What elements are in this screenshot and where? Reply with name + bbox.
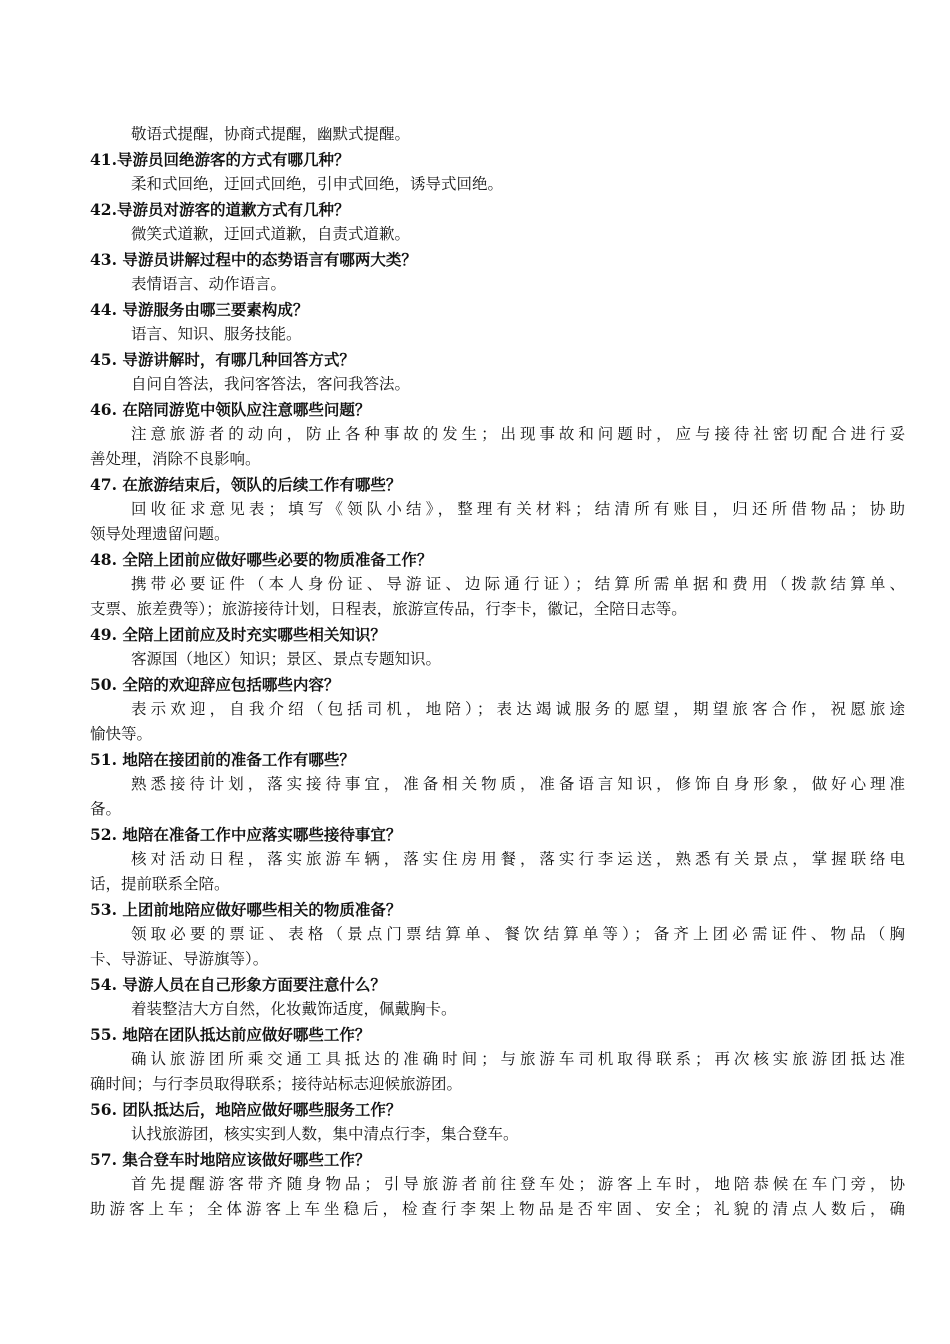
question-heading: 44. 导游服务由哪三要素构成？ <box>90 300 309 319</box>
answer-text: 首先提醒游客带齐随身物品；引导旅游者前往登车处；游客上车时，地陪恭候在车门旁，协 <box>131 1175 905 1193</box>
question-heading: 55. 地陪在团队抵达前应做好哪些工作？ <box>90 1025 371 1044</box>
answer-text: 表情语言、动作语言。 <box>131 275 287 293</box>
question-heading: 51. 地陪在接团前的准备工作有哪些？ <box>90 750 355 769</box>
answer-text: 敬语式提醒，协商式提醒，幽默式提醒。 <box>131 125 411 143</box>
question-heading: 46. 在陪同游览中领队应注意哪些问题？ <box>90 400 371 419</box>
question-heading: 57. 集合登车时地陪应该做好哪些工作？ <box>90 1150 371 1169</box>
question-heading: 43. 导游员讲解过程中的态势语言有哪两大类？ <box>90 250 417 269</box>
answer-continuation: 话，提前联系全陪。 <box>90 875 230 893</box>
question-heading: 56. 团队抵达后，地陪应做好哪些服务工作？ <box>90 1100 402 1119</box>
answer-continuation: 支票、旅差费等）；旅游接待计划，日程表，旅游宣传品，行李卡，徽记，全陪日志等。 <box>90 600 687 618</box>
question-heading: 54. 导游人员在自己形象方面要注意什么？ <box>90 975 386 994</box>
answer-continuation: 卡、导游证、导游旗等）。 <box>90 950 269 968</box>
answer-text: 认找旅游团，核实实到人数，集中清点行李，集合登车。 <box>131 1125 519 1143</box>
answer-text: 携带必要证件（本人身份证、导游证、边际通行证）；结算所需单据和费用（拨款结算单、 <box>131 575 905 593</box>
answer-text: 领取必要的票证、表格（景点门票结算单、餐饮结算单等）；备齐上团必需证件、物品（胸 <box>131 925 905 943</box>
question-heading: 52. 地陪在准备工作中应落实哪些接待事宜？ <box>90 825 402 844</box>
answer-text: 回收征求意见表；填写《领队小结》，整理有关材料；结清所有账目，归还所借物品；协助 <box>131 500 905 518</box>
answer-continuation: 确时间；与行李员取得联系；接待站标志迎候旅游团。 <box>90 1075 463 1093</box>
answer-continuation: 善处理，消除不良影响。 <box>90 450 261 468</box>
answer-text: 微笑式道歉，迂回式道歉，自责式道歉。 <box>131 225 411 243</box>
question-heading: 49. 全陪上团前应及时充实哪些相关知识？ <box>90 625 386 644</box>
answer-continuation: 愉快等。 <box>90 725 153 743</box>
question-heading: 50. 全陪的欢迎辞应包括哪些内容？ <box>90 675 340 694</box>
answer-text: 确认旅游团所乘交通工具抵达的准确时间；与旅游车司机取得联系；再次核实旅游团抵达准 <box>131 1050 905 1068</box>
answer-text: 注意旅游者的动向，防止各种事故的发生；出现事故和问题时，应与接待社密切配合进行妥 <box>131 425 905 443</box>
question-heading: 42.导游员对游客的道歉方式有几种？ <box>90 200 350 219</box>
question-heading: 48. 全陪上团前应做好哪些必要的物质准备工作？ <box>90 550 433 569</box>
answer-text: 着装整洁大方自然，化妆戴饰适度，佩戴胸卡。 <box>131 1000 457 1018</box>
question-heading: 53. 上团前地陪应做好哪些相关的物质准备？ <box>90 900 402 919</box>
document-page <box>90 122 905 1222</box>
question-heading: 45. 导游讲解时，有哪几种回答方式？ <box>90 350 355 369</box>
answer-continuation: 助游客上车；全体游客上车坐稳后，检查行李架上物品是否牢固、安全；礼貌的清点人数后，确 <box>90 1200 905 1218</box>
answer-text: 核对活动日程，落实旅游车辆，落实住房用餐，落实行李运送，熟悉有关景点，掌握联络电 <box>131 850 905 868</box>
answer-text: 自问自答法，我问客答法，客问我答法。 <box>131 375 411 393</box>
answer-text: 表示欢迎，自我介绍（包括司机，地陪）；表达竭诚服务的愿望，期望旅客合作，祝愿旅途 <box>131 700 905 718</box>
answer-text: 熟悉接待计划，落实接待事宜，准备相关物质，准备语言知识，修饰自身形象，做好心理准 <box>131 775 905 793</box>
answer-continuation: 备。 <box>90 800 122 818</box>
answer-text: 语言、知识、服务技能。 <box>131 325 302 343</box>
question-heading: 41.导游员回绝游客的方式有哪几种？ <box>90 150 350 169</box>
answer-continuation: 领导处理遗留问题。 <box>90 525 230 543</box>
answer-text: 客源国（地区）知识；景区、景点专题知识。 <box>131 650 442 668</box>
question-heading: 47. 在旅游结束后，领队的后续工作有哪些？ <box>90 475 402 494</box>
answer-text: 柔和式回绝，迂回式回绝，引申式回绝，诱导式回绝。 <box>131 175 504 193</box>
